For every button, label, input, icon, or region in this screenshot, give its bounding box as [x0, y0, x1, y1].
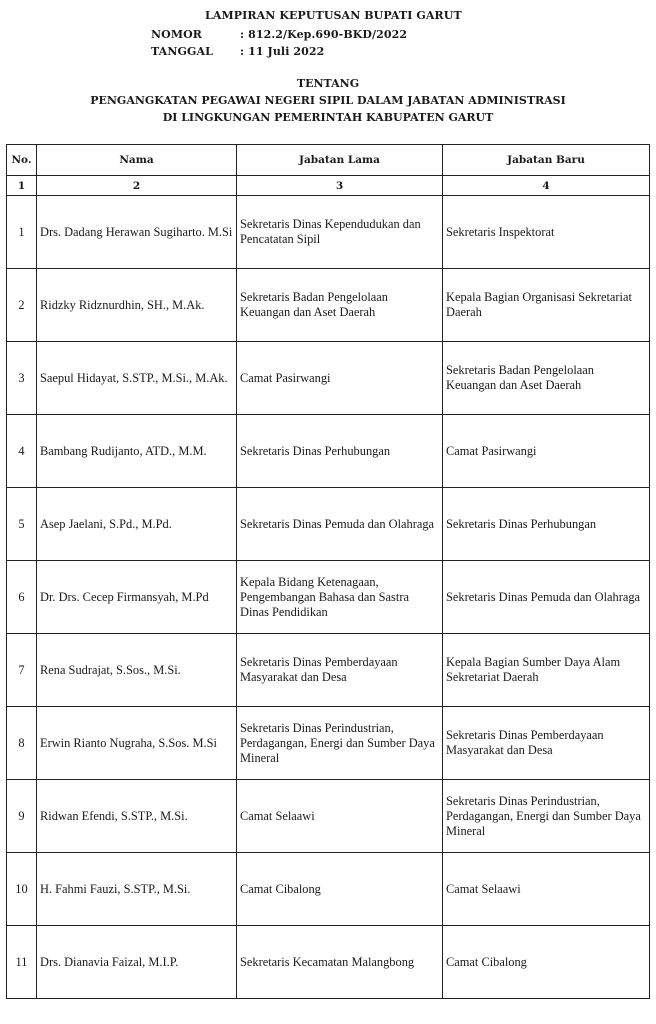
table-row [7, 634, 650, 707]
row-number: 2 [7, 269, 37, 342]
employee-name: Ridzky Ridznurdhin, SH., M.Ak. [37, 269, 237, 342]
old-position: Sekretaris Dinas Pemuda dan Olahraga [237, 488, 443, 561]
table-row [7, 269, 650, 342]
row-number: 8 [7, 707, 37, 780]
row-number: 4 [7, 415, 37, 488]
header-jabatan-baru: Jabatan Baru [443, 145, 650, 176]
row-number: 7 [7, 634, 37, 707]
document-title: LAMPIRAN KEPUTUSAN BUPATI GARUT [205, 9, 462, 22]
employee-name: Ridwan Efendi, S.STP., M.Si. [37, 780, 237, 853]
tentang-heading: TENTANG [296, 77, 360, 90]
table-row [7, 926, 650, 999]
table-row [7, 415, 650, 488]
column-number: 3 [237, 176, 443, 196]
new-position: Sekretaris Dinas Perhubungan [443, 488, 650, 561]
tanggal-label: TANGGAL [151, 45, 213, 58]
nomor-value: : 812.2/Kep.690-BKD/2022 [240, 28, 408, 41]
new-position: Sekretaris Dinas Perindustrian, Perdagangan, Energi dan Sumber Daya Mineral [443, 780, 650, 853]
new-position: Kepala Bagian Organisasi Sekretariat Daerah [443, 269, 650, 342]
old-position: Camat Cibalong [237, 853, 443, 926]
employee-name: Dr. Drs. Cecep Firmansyah, M.Pd [37, 561, 237, 634]
old-position: Camat Pasirwangi [237, 342, 443, 415]
subject-line-1: PENGANGKATAN PEGAWAI NEGERI SIPIL DALAM JABATAN ADMINISTRASI [90, 94, 566, 107]
employee-name: Saepul Hidayat, S.STP., M.Si., M.Ak. [37, 342, 237, 415]
column-number: 1 [7, 176, 37, 196]
tanggal-value: : 11 Juli 2022 [240, 45, 325, 58]
new-position: Camat Cibalong [443, 926, 650, 999]
header-nama: Nama [37, 145, 237, 176]
header-no: No. [7, 145, 37, 176]
row-number: 1 [7, 196, 37, 269]
row-number: 9 [7, 780, 37, 853]
old-position: Sekretaris Dinas Kependudukan dan Pencatatan Sipil [237, 196, 443, 269]
column-number-row [7, 176, 650, 196]
header-jabatan-lama: Jabatan Lama [237, 145, 443, 176]
table-row [7, 196, 650, 269]
employee-name: Asep Jaelani, S.Pd., M.Pd. [37, 488, 237, 561]
new-position: Sekretaris Dinas Pemuda dan Olahraga [443, 561, 650, 634]
subject-line-2: DI LINGKUNGAN PEMERINTAH KABUPATEN GARUT [162, 111, 494, 124]
employee-name: Rena Sudrajat, S.Sos., M.Si. [37, 634, 237, 707]
old-position: Sekretaris Dinas Perhubungan [237, 415, 443, 488]
employee-name: Bambang Rudijanto, ATD., M.M. [37, 415, 237, 488]
table-row [7, 561, 650, 634]
column-number: 4 [443, 176, 650, 196]
old-position: Sekretaris Badan Pengelolaan Keuangan dan Aset Daerah [237, 269, 443, 342]
old-position: Kepala Bidang Ketenagaan, Pengembangan Bahasa dan Sastra Dinas Pendidikan [237, 561, 443, 634]
old-position: Sekretaris Dinas Pemberdayaan Masyarakat dan Desa [237, 634, 443, 707]
employee-name: H. Fahmi Fauzi, S.STP., M.Si. [37, 853, 237, 926]
row-number: 6 [7, 561, 37, 634]
employee-name: Erwin Rianto Nugraha, S.Sos. M.Si [37, 707, 237, 780]
old-position: Sekretaris Kecamatan Malangbong [237, 926, 443, 999]
table-row [7, 488, 650, 561]
table-row [7, 707, 650, 780]
table-row [7, 342, 650, 415]
row-number: 10 [7, 853, 37, 926]
old-position: Sekretaris Dinas Perindustrian, Perdagangan, Energi dan Sumber Daya Mineral [237, 707, 443, 780]
employee-name: Drs. Dadang Herawan Sugiharto. M.Si [37, 196, 237, 269]
row-number: 3 [7, 342, 37, 415]
table-row [7, 853, 650, 926]
new-position: Sekretaris Dinas Pemberdayaan Masyarakat dan Desa [443, 707, 650, 780]
row-number: 5 [7, 488, 37, 561]
appointment-table [6, 144, 650, 999]
new-position: Camat Selaawi [443, 853, 650, 926]
new-position: Camat Pasirwangi [443, 415, 650, 488]
employee-name: Drs. Dianavia Faizal, M.I.P. [37, 926, 237, 999]
table-row [7, 780, 650, 853]
nomor-label: NOMOR [151, 28, 203, 41]
new-position: Kepala Bagian Sumber Daya Alam Sekretariat Daerah [443, 634, 650, 707]
row-number: 11 [7, 926, 37, 999]
new-position: Sekretaris Badan Pengelolaan Keuangan dan Aset Daerah [443, 342, 650, 415]
table-header-row [7, 145, 650, 176]
old-position: Camat Selaawi [237, 780, 443, 853]
column-number: 2 [37, 176, 237, 196]
new-position: Sekretaris Inspektorat [443, 196, 650, 269]
